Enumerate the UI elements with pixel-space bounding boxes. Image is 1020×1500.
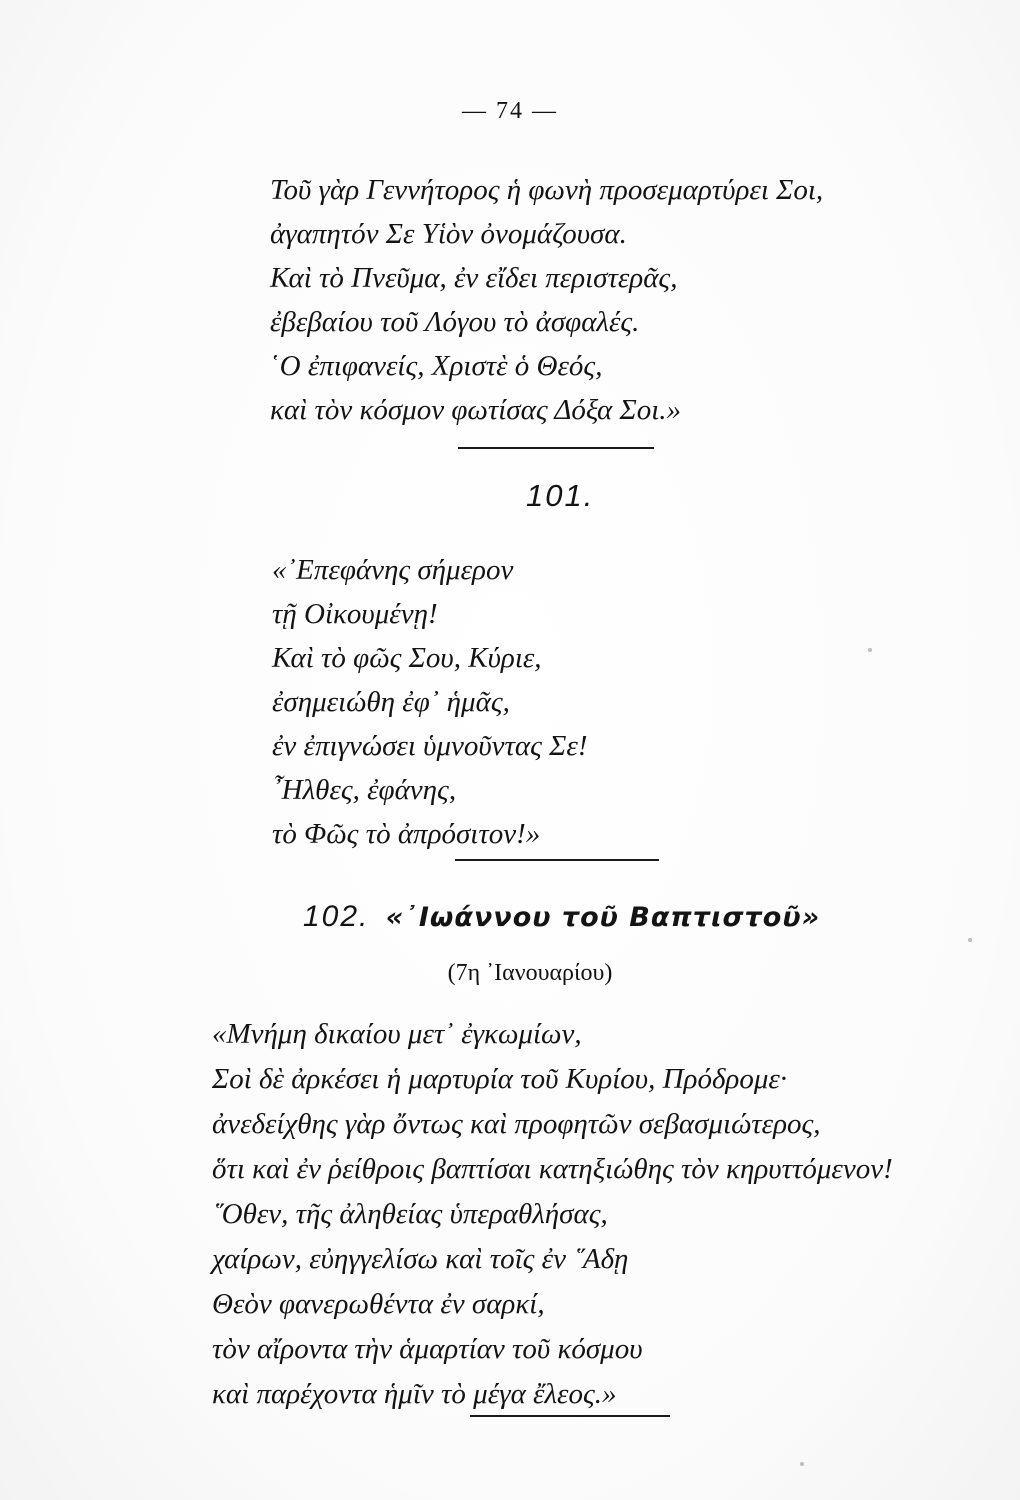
verse-line: ῞Οθεν, τῆς ἀληθείας ὑπεραθλήσας,	[212, 1198, 608, 1230]
verse-line: ἐν ἐπιγνώσει ὑμνοῦντας Σε!	[272, 730, 588, 762]
verse-line: ῾Ο ἐπιφανείς, Χριστὲ ὁ Θεός,	[270, 350, 603, 382]
previous-hymn-stanza	[270, 168, 823, 432]
verse-line: τῇ Οἰκουμένῃ!	[272, 598, 438, 630]
verse-line: τὸν αἴροντα τὴν ἁμαρτίαν τοῦ κόσμου	[212, 1333, 643, 1365]
verse-line: χαίρων, εὐηγγελίσω καὶ τοῖς ἐν ῞Αδῃ	[212, 1243, 629, 1275]
paper-speck	[968, 938, 972, 942]
verse-line: τὸ Φῶς τὸ ἀπρόσιτον!»	[272, 818, 541, 850]
verse-line: Θεὸν φανερωθέντα ἐν σαρκί,	[212, 1288, 545, 1320]
hymn-102-heading	[303, 900, 820, 934]
verse-line: ἀνεδείχθης γὰρ ὄντως καὶ προφητῶν σεβασμιώτερος,	[212, 1108, 821, 1140]
hymn-102-number: 102.	[303, 900, 370, 933]
verse-line: Σοὶ δὲ ἀρκέσει ἡ μαρτυρία τοῦ Κυρίου, Πρόδρομε·	[212, 1063, 788, 1095]
verse-line: Καὶ τὸ Πνεῦμα, ἐν εἴδει περιστερᾶς,	[270, 262, 678, 294]
hymn-102-stanza	[212, 1012, 893, 1417]
hymn-101-stanza	[272, 548, 588, 856]
paper-speck	[868, 648, 872, 652]
page-number: — 74 —	[462, 98, 558, 124]
verse-line: «Μνήμη δικαίου μετ᾿ ἐγκωμίων,	[212, 1018, 582, 1050]
hymn-102-date: (7η ᾿Ιανουαρίου)	[447, 960, 613, 986]
verse-line: ἀγαπητόν Σε Υἱὸν ὀνομάζουσα.	[270, 218, 627, 250]
verse-line: ἐσημειώθη ἐφ᾿ ἡμᾶς,	[272, 686, 510, 718]
verse-line: καὶ τὸν κόσμον φωτίσας Δόξα Σοι.»	[270, 394, 682, 426]
verse-line: ἐβεβαίου τοῦ Λόγου τὸ ἀσφαλές.	[270, 306, 640, 338]
section-divider	[455, 859, 659, 861]
verse-line: ὅτι καὶ ἐν ῥείθροις βαπτίσαι κατηξιώθης τὸν κηρυττόμενον!	[212, 1153, 893, 1185]
verse-line: καὶ παρέχοντα ἡμῖν τὸ μέγα ἔλεος.»	[212, 1378, 617, 1410]
verse-line: Τοῦ γὰρ Γεννήτορος ἡ φωνὴ προσεμαρτύρει Σοι,	[270, 174, 824, 206]
hymn-101-number: 101.	[526, 478, 595, 513]
verse-line: ῏Ηλθες, ἐφάνης,	[272, 774, 457, 806]
verse-line: «᾿Επεφάνης σήμερον	[272, 554, 514, 586]
verse-line: Καὶ τὸ φῶς Σου, Κύριε,	[272, 642, 542, 674]
section-divider	[470, 1415, 670, 1417]
section-divider	[458, 447, 654, 449]
hymn-102-title: «᾿Ιωάννου τοῦ Βαπτιστοῦ»	[385, 902, 821, 933]
paper-speck	[800, 1462, 804, 1466]
